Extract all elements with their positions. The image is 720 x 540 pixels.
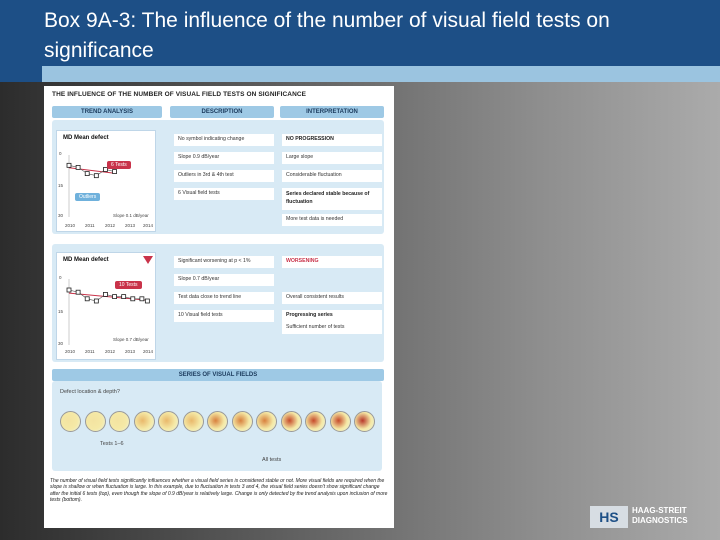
visual-field-plot — [60, 411, 81, 432]
data-point — [94, 299, 98, 303]
tests-range-label: Tests 1–6 — [100, 441, 124, 447]
visual-field-plot — [183, 411, 204, 432]
visual-field-plot — [256, 411, 277, 432]
visual-field-plot — [85, 411, 106, 432]
series-label: Defect location & depth? — [60, 389, 120, 395]
figure-panel — [44, 86, 394, 528]
y-tick: 30 — [58, 341, 64, 346]
top-trend-chart — [56, 130, 156, 232]
header-description: DESCRIPTION — [170, 106, 274, 118]
data-point — [131, 297, 135, 301]
interp-cell: More test data is needed — [282, 214, 382, 226]
interp-cell: Progressing series — [282, 310, 382, 322]
data-point — [103, 292, 107, 296]
y-tick: 15 — [58, 183, 64, 188]
tests-badge: 10 Tests — [115, 281, 142, 289]
y-tick: 0 — [59, 151, 62, 156]
x-tick: 2012 — [105, 349, 116, 354]
x-tick: 2013 — [125, 223, 136, 228]
interp-cell: WORSENING — [282, 256, 382, 268]
desc-cell: No symbol indicating change — [174, 134, 274, 146]
desc-cell: 10 Visual field tests — [174, 310, 274, 322]
all-tests-label: All tests — [262, 457, 282, 463]
visual-field-plot — [330, 411, 351, 432]
logo-line2: DIAGNOSTICS — [632, 516, 688, 525]
data-point — [67, 163, 71, 167]
slope-label: Slope 0.7 dB/year — [113, 337, 149, 342]
tests-badge: 6 Tests — [107, 161, 131, 169]
header-interpretation: INTERPRETATION — [280, 106, 384, 118]
y-tick: 0 — [59, 275, 62, 280]
visual-field-plot — [305, 411, 326, 432]
visual-field-plot — [281, 411, 302, 432]
y-tick: 30 — [58, 213, 64, 218]
visual-field-plot — [232, 411, 253, 432]
outliers-badge: Outliers — [75, 193, 100, 201]
desc-cell: Outliers in 3rd & 4th test — [174, 170, 274, 182]
interp-cell: Considerable fluctuation — [282, 170, 382, 182]
data-point — [85, 172, 89, 176]
header-series: SERIES OF VISUAL FIELDS — [52, 369, 384, 381]
data-point — [85, 297, 89, 301]
figure-caption: The number of visual field tests significantly influences whether a visual field series is considered stable or not. More visual fields are required when the slope is shallow or when fluctuation is large. In this example, due to fluctuation in tests 3 and 4, the visual field series doesn't show significant change after the initial 6 tests (top), even though the slope of 0.9 dB/year is relatively large. Change is only detected by the trend analysis upon inclusion of more tests (bottom). — [50, 478, 388, 504]
slide-title: Box 9A-3: The influence of the number of visual field tests on significance — [44, 9, 610, 62]
desc-cell: Slope 0.7 dB/year — [174, 274, 274, 286]
interp-cell: Overall consistent results — [282, 292, 382, 304]
x-tick: 2014 — [143, 349, 154, 354]
slope-label: Slope 0.1 dB/year — [113, 213, 149, 218]
x-tick: 2011 — [85, 223, 95, 228]
x-tick: 2014 — [143, 223, 154, 228]
data-point — [113, 170, 117, 174]
chart-title: MD Mean defect — [63, 257, 109, 263]
x-tick: 2011 — [85, 349, 95, 354]
x-tick: 2010 — [65, 223, 76, 228]
accent-stripe — [42, 66, 720, 82]
visual-field-plot — [158, 411, 179, 432]
figure-title: THE INFLUENCE OF THE NUMBER OF VISUAL FIELD TESTS ON SIGNIFICANCE — [52, 91, 307, 98]
bottom-trend-plot — [57, 253, 155, 359]
header-trend-analysis: TREND ANALYSIS — [52, 106, 162, 118]
desc-cell: 6 Visual field tests — [174, 188, 274, 200]
data-point — [140, 297, 144, 301]
desc-cell: Slope 0.9 dB/year — [174, 152, 274, 164]
data-point — [145, 299, 149, 303]
x-tick: 2013 — [125, 349, 136, 354]
interp-cell: NO PROGRESSION — [282, 134, 382, 146]
visual-field-plot — [207, 411, 228, 432]
data-point — [122, 295, 126, 299]
desc-cell: Test data close to trend line — [174, 292, 274, 304]
data-point — [76, 290, 80, 294]
bottom-trend-chart — [56, 252, 156, 360]
interp-cell: Series declared stable because of fluctuation — [282, 188, 382, 210]
x-tick: 2012 — [105, 223, 116, 228]
interp-cell: Sufficient number of tests — [282, 322, 382, 334]
desc-cell: Significant worsening at p < 1% — [174, 256, 274, 268]
interp-cell: Large slope — [282, 152, 382, 164]
logo-line1: HAAG-STREIT — [632, 506, 687, 515]
y-tick: 15 — [58, 309, 64, 314]
logo-text — [632, 506, 688, 526]
visual-field-plot — [354, 411, 375, 432]
visual-field-plot — [109, 411, 130, 432]
visual-field-plot — [134, 411, 155, 432]
x-tick: 2010 — [65, 349, 76, 354]
data-point — [67, 288, 71, 292]
chart-title: MD Mean defect — [63, 135, 109, 141]
logo-mark: HS — [590, 506, 628, 528]
data-point — [94, 174, 98, 178]
data-point — [76, 165, 80, 169]
visual-fields-panel — [52, 381, 382, 471]
data-point — [113, 295, 117, 299]
